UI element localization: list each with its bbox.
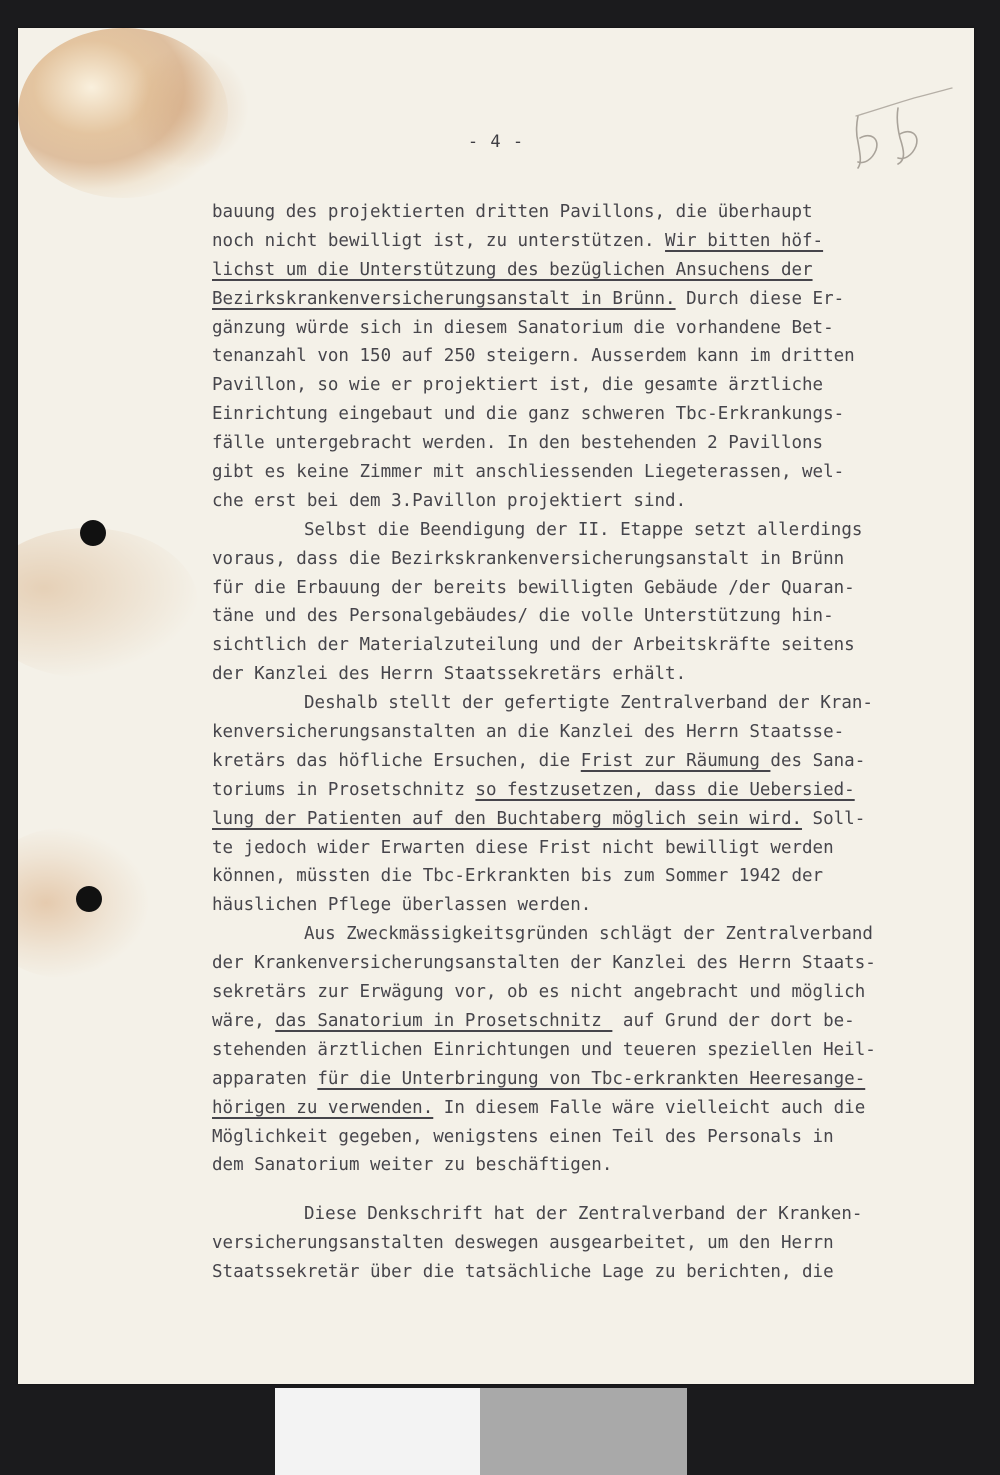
text-line	[212, 1151, 952, 1180]
text-segment: des Sana-	[770, 750, 866, 771]
text-segment: für die Erbauung der bereits bewilligten Gebäude /der Quaran-	[212, 577, 855, 598]
text-segment: Staatssekretär über die tatsächliche Lage zu berichten, die	[212, 1262, 834, 1283]
text-line	[212, 602, 952, 631]
underlined-text: das Sanatorium in Prosetschnitz	[275, 1010, 613, 1031]
text-line	[212, 256, 952, 285]
text-line	[212, 516, 952, 545]
handwritten-page-annotation	[836, 76, 956, 176]
document-page	[18, 28, 974, 1384]
text-segment: täne und des Personalgebäudes/ die volle Unterstützung hin-	[212, 606, 834, 627]
text-line	[212, 1007, 952, 1036]
text-line	[212, 429, 952, 458]
text-line	[212, 227, 952, 256]
text-line	[212, 1229, 952, 1258]
text-segment: Soll-	[802, 808, 866, 829]
text-line	[212, 631, 952, 660]
underlined-text: Bezirkskrankenversicherungsanstalt in Brünn.	[212, 288, 676, 309]
text-segment: Durch diese Er-	[675, 288, 845, 309]
text-segment: sichtlich der Materialzuteilung und der Arbeitskräfte seitens	[212, 635, 855, 656]
text-line	[212, 371, 952, 400]
underlined-text: lichst um die Unterstützung des bezüglichen Ansuchens der	[212, 259, 813, 280]
text-line	[212, 487, 952, 516]
punch-hole	[80, 520, 106, 546]
underlined-text: Frist zur Räumung	[580, 750, 771, 771]
text-line	[212, 1065, 952, 1094]
text-segment: gänzung würde sich in diesem Sanatorium die vorhandene Bet-	[212, 317, 834, 338]
text-segment: häuslichen Pflege überlassen werden.	[212, 895, 592, 916]
text-line	[212, 342, 952, 371]
text-line	[212, 949, 952, 978]
text-segment: apparaten	[212, 1068, 318, 1089]
text-segment: kretärs das höfliche Ersuchen, die	[212, 750, 581, 771]
text-line	[212, 1094, 952, 1123]
text-segment: toriums in Prosetschnitz	[212, 779, 476, 800]
text-line	[212, 776, 952, 805]
text-line	[212, 574, 952, 603]
text-segment: Möglichkeit gegeben, wenigstens einen Teil des Personals in	[212, 1126, 834, 1147]
punch-hole	[76, 886, 102, 912]
text-segment: stehenden ärztlichen Einrichtungen und teueren speziellen Heil-	[212, 1039, 876, 1060]
text-segment: bauung des projektierten dritten Pavillons, die überhaupt	[212, 202, 813, 222]
text-segment: der Kanzlei des Herrn Staatssekretärs erhält.	[212, 664, 687, 685]
text-segment: kenversicherungsanstalten an die Kanzlei des Herrn Staatsse-	[212, 722, 845, 743]
body-text	[212, 198, 952, 1287]
text-segment: che erst bei dem 3.Pavillon projektiert sind.	[212, 490, 687, 511]
text-line	[212, 1200, 952, 1229]
underlined-text: für die Unterbringung von Tbc-erkrankten Heeresange-	[317, 1068, 866, 1089]
text-line	[212, 920, 952, 949]
water-stain	[18, 28, 228, 198]
white-calibration-swatch	[275, 1388, 480, 1475]
text-line	[212, 689, 952, 718]
text-segment: tenanzahl von 150 auf 250 steigern. Ausserdem kann im dritten	[212, 346, 855, 367]
text-segment: Einrichtung eingebaut und die ganz schweren Tbc-Erkrankungs-	[212, 404, 845, 425]
text-line	[212, 891, 952, 920]
text-line	[212, 545, 952, 574]
text-line	[212, 400, 952, 429]
text-segment: der Krankenversicherungsanstalten der Kanzlei des Herrn Staats-	[212, 953, 876, 974]
text-segment: te jedoch wider Erwarten diese Frist nicht bewilligt werden	[212, 837, 834, 858]
text-segment: In diesem Falle wäre vielleicht auch die	[433, 1097, 866, 1118]
underlined-text: lung der Patienten auf den Buchtaberg möglich sein wird.	[212, 808, 803, 829]
text-segment: Diese Denkschrift hat der Zentralverband der Kranken-	[304, 1204, 863, 1225]
text-line	[212, 660, 952, 689]
text-segment: Deshalb stellt der gefertigte Zentralverband der Kran-	[304, 693, 873, 714]
page-number: - 4 -	[467, 132, 525, 152]
text-line	[212, 285, 952, 314]
text-line	[212, 1123, 952, 1152]
text-line	[212, 834, 952, 863]
underlined-text: hörigen zu verwenden.	[212, 1097, 434, 1118]
text-line	[212, 1258, 952, 1287]
text-line	[212, 805, 952, 834]
text-segment: gibt es keine Zimmer mit anschliessenden Liegeterassen, wel-	[212, 462, 845, 483]
text-segment: Aus Zweckmässigkeitsgründen schlägt der Zentralverband	[304, 924, 873, 945]
text-segment: wäre,	[212, 1010, 276, 1031]
water-stain	[18, 528, 198, 678]
text-line	[212, 1036, 952, 1065]
gray-calibration-swatch	[480, 1388, 687, 1475]
text-segment: Pavillon, so wie er projektiert ist, die gesamte ärztliche	[212, 375, 824, 396]
text-segment: fälle untergebracht werden. In den bestehenden 2 Pavillons	[212, 433, 824, 454]
text-segment: noch nicht bewilligt ist, zu unterstützen.	[212, 230, 666, 251]
text-line	[212, 458, 952, 487]
text-line	[212, 978, 952, 1007]
underlined-text: Wir bitten höf-	[665, 230, 824, 251]
text-segment: auf Grund der dort be-	[612, 1010, 855, 1031]
underlined-text: so festzusetzen, dass die Uebersied-	[475, 779, 855, 800]
text-segment: dem Sanatorium weiter zu beschäftigen.	[212, 1155, 613, 1176]
text-line	[212, 747, 952, 776]
text-line	[212, 314, 952, 343]
text-line	[212, 198, 952, 227]
text-segment: sekretärs zur Erwägung vor, ob es nicht angebracht und möglich	[212, 982, 866, 1003]
text-segment: können, müssten die Tbc-Erkrankten bis zum Sommer 1942 der	[212, 866, 824, 887]
text-line	[212, 862, 952, 891]
text-line	[212, 718, 952, 747]
text-segment: Selbst die Beendigung der II. Etappe setzt allerdings	[304, 519, 863, 540]
text-segment: voraus, dass die Bezirkskrankenversicherungsanstalt in Brünn	[212, 548, 845, 569]
text-segment: versicherungsanstalten deswegen ausgearbeitet, um den Herrn	[212, 1233, 834, 1254]
